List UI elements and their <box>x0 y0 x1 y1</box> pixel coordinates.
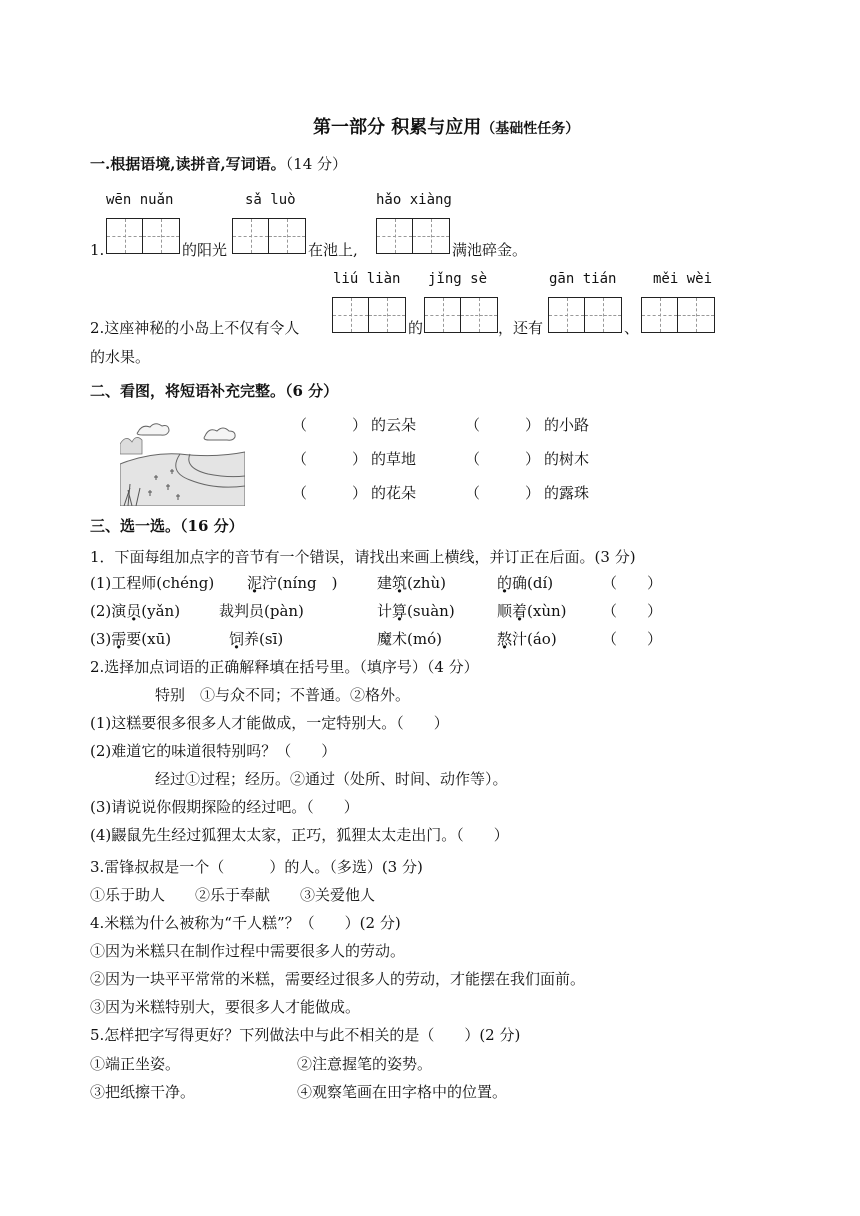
q1-r3-h: 汁(áo) <box>512 630 557 648</box>
phrase-dew-paren[interactable]: （ ） <box>465 484 541 502</box>
q1-r1-d: 泥 <box>247 574 263 592</box>
q1-r1-f: (níng ) <box>277 574 338 592</box>
pinyin-saluo: sǎ luò <box>245 192 296 208</box>
phrase-dew-text: 的露珠 <box>544 484 590 502</box>
q1-r1-c: ) <box>208 574 215 592</box>
phrase-cloud-text: 的云朵 <box>371 416 417 434</box>
q1-r1-a: (1)工程师( <box>90 574 163 592</box>
q5-option4: ④观察笔画在田字格中的位置。 <box>297 1083 508 1101</box>
pinyin-haoxiang: hǎo xiàng <box>376 192 452 208</box>
phrase-tree-paren[interactable]: （ ） <box>465 450 541 468</box>
q1-r3-a: (3) <box>90 630 112 648</box>
q2-s4: (4)鼹鼠先生经过狐狸太太家，正巧，狐狸太太走出门。（ ） <box>90 826 509 844</box>
page-title <box>313 119 579 137</box>
q1-r1-answer[interactable]: （ ） <box>602 574 663 592</box>
phrase-path-text: 的小路 <box>544 416 590 434</box>
phrase-path-paren[interactable]: （ ） <box>465 416 541 434</box>
q1-r2-f: 算 <box>392 602 408 620</box>
pinyin-wennuan: wēn nuǎn <box>106 192 174 208</box>
q5-option1: ①端正坐姿。 <box>90 1055 181 1073</box>
grid-liulian[interactable] <box>332 297 406 333</box>
grid-wennuan[interactable] <box>106 218 180 254</box>
phrase-cloud-paren[interactable]: （ ） <box>292 416 368 434</box>
q1-r3-g: 熬 <box>497 630 513 648</box>
section1-score: （14 分） <box>285 155 348 173</box>
q1-r2-h: 顺 <box>497 602 513 620</box>
pinyin-meiwei: měi wèi <box>653 271 713 287</box>
q1-r2-i: 着 <box>512 602 528 620</box>
line1-text-b: 在池上, <box>308 241 358 259</box>
q1-stem: 1．下面每组加点字的音节有一个错误，请找出来画上横线，并订正在后面。(3 分) <box>90 548 636 566</box>
line1-num: 1. <box>90 241 105 259</box>
q2-stem: 2.选择加点词语的正确解释填在括号里。（填序号）（4 分） <box>90 658 479 676</box>
q1-r1-j: 的 <box>497 574 513 592</box>
q1-r1-h: 筑 <box>392 574 408 592</box>
q1-r2-a: (2)演 <box>90 602 127 620</box>
q2-s2: (2)难道它的味道很特别吗？（ ） <box>90 742 337 760</box>
q1-r2-answer[interactable]: （ ） <box>602 602 663 620</box>
line1-text-a: 的阳光 <box>182 241 228 259</box>
q2-def2: 经过①过程；经历。②通过（处所、时间、动作等）。 <box>155 770 508 788</box>
pinyin-liulian: liú liàn <box>333 271 401 287</box>
phrase-grass-text: 的草地 <box>371 450 417 468</box>
line2-text-c: ，还有 <box>498 319 544 337</box>
landscape-illustration <box>120 414 245 506</box>
q1-r2-d: 裁判员(pàn) <box>219 602 304 620</box>
q1-r3-f: 魔术(mó) <box>377 630 442 648</box>
pinyin-jingse: jǐng sè <box>428 271 488 287</box>
grid-meiwei[interactable] <box>641 297 715 333</box>
grid-saluo[interactable] <box>232 218 306 254</box>
grid-gantian[interactable] <box>548 297 622 333</box>
q3-stem: 3.雷锋叔叔是一个（ ）的人。（多选）(3 分) <box>90 858 423 876</box>
section1-heading-text: 一.根据语境,读拼音,写词语。 <box>90 155 286 173</box>
q1-r3-d: 饲 <box>229 630 245 648</box>
line1-text-c: 满池碎金。 <box>452 241 528 259</box>
line2-text-a: 2.这座神秘的小岛上不仅有令人 <box>90 319 300 337</box>
q2-s3: (3)请说说你假期探险的经过吧。（ ） <box>90 798 359 816</box>
phrase-flower-text: 的花朵 <box>371 484 417 502</box>
q1-r2-j: (xùn) <box>527 602 567 620</box>
q4-option2: ②因为一块平平常常的米糕，需要经过很多人的劳动，才能摆在我们面前。 <box>90 970 586 988</box>
q4-option3: ③因为米糕特别大，要很多人才能做成。 <box>90 998 361 1016</box>
title-sub: （基础性任务） <box>481 121 580 137</box>
q1-r1-g: 建 <box>377 574 393 592</box>
q1-r1-k: 确(dí) <box>512 574 554 592</box>
phrase-flower-paren[interactable]: （ ） <box>292 484 368 502</box>
q1-r3-b: 需 <box>111 630 127 648</box>
q5-option2: ②注意握笔的姿势。 <box>297 1055 433 1073</box>
q5-stem: 5.怎样把字写得更好？下列做法中与此不相关的是（ ）(2 分) <box>90 1026 521 1044</box>
q2-def1: 特别 ①与众不同；不普通。②格外。 <box>155 686 411 704</box>
q1-r2-g: (suàn) <box>407 602 455 620</box>
pinyin-gantian: gān tián <box>549 271 617 287</box>
phrase-grass-paren[interactable]: （ ） <box>292 450 368 468</box>
section2-heading: 二、看图，将短语补充完整。（6 分） <box>90 382 339 400</box>
q1-r3-answer[interactable]: （ ） <box>602 630 663 648</box>
q3-options: ①乐于助人 ②乐于奉献 ③关爱他人 <box>90 886 376 904</box>
title-text: 第一部分 积累与应用 <box>313 117 482 138</box>
q1-r1-e: 泞 <box>262 574 278 592</box>
q1-r2-b: 员 <box>126 602 142 620</box>
line2-text-e: 的水果。 <box>90 348 151 366</box>
section1-heading <box>90 157 347 172</box>
q1-r1-i: (zhù) <box>407 574 446 592</box>
q1-r3-c: 要(xū) <box>126 630 172 648</box>
q2-s1: (1)这糕要很多很多人才能做成，一定特别大。（ ） <box>90 714 449 732</box>
q4-stem: 4.米糕为什么被称为“千人糕”？（ ）(2 分) <box>90 914 401 932</box>
q4-option1: ①因为米糕只在制作过程中需要很多人的劳动。 <box>90 942 406 960</box>
grid-jingse[interactable] <box>424 297 498 333</box>
q1-r3-e: 养(sī) <box>244 630 284 648</box>
line2-text-d: 、 <box>624 319 640 337</box>
grid-haoxiang[interactable] <box>376 218 450 254</box>
q1-r2-c: (yǎn) <box>141 602 181 620</box>
line2-text-b: 的 <box>408 319 424 337</box>
phrase-tree-text: 的树木 <box>544 450 590 468</box>
q5-option3: ③把纸擦干净。 <box>90 1083 196 1101</box>
q1-r1-b: chéng <box>162 574 209 592</box>
q1-r2-e: 计 <box>377 602 393 620</box>
section3-heading: 三、选一选。（16 分） <box>90 517 244 535</box>
